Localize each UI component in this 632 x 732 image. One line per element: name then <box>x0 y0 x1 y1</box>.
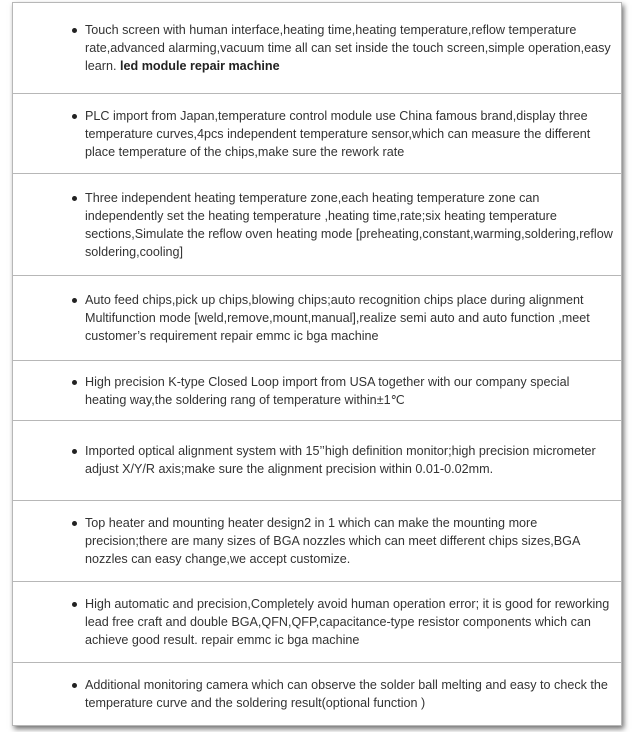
feature-cell <box>13 94 622 174</box>
bullet-icon <box>72 196 77 201</box>
feature-row <box>13 662 622 725</box>
feature-cell <box>13 662 622 725</box>
feature-row <box>13 420 622 500</box>
feature-row <box>13 361 622 420</box>
feature-row <box>13 3 622 94</box>
bullet-icon <box>72 521 77 526</box>
bullet-icon <box>72 449 77 454</box>
feature-item <box>13 442 621 478</box>
bullet-icon <box>72 602 77 607</box>
feature-text: Auto feed chips,pick up chips,blowing chips;auto recognition chips place during alignment Multifunction mode [weld,remove,mount,manual],realize semi auto and auto function ,meet customer’s requirement repair emmc ic bga machine <box>85 293 590 344</box>
feature-text: Imported optical alignment system with 15’’high definition monitor;high precision micrometer adjust X/Y/R axis;make sure the alignment precision within 0.01-0.02mm. <box>85 444 596 477</box>
bullet-icon <box>72 28 77 33</box>
feature-cell <box>13 581 622 662</box>
feature-cell <box>13 174 622 276</box>
feature-text: Three independent heating temperature zone,each heating temperature zone can independently set the heating temperature ,heating time,rate;six heating temperature sections,Simulate the reflow oven heating mode [preheating,constant,warming,soldering,reflow soldering,cooling] <box>85 190 613 259</box>
feature-cell <box>13 3 622 94</box>
feature-text: Additional monitoring camera which can observe the solder ball melting and easy to check the temperature curve and the soldering result(optional function ) <box>85 677 608 710</box>
feature-row <box>13 581 622 662</box>
feature-item <box>13 189 621 261</box>
feature-row <box>13 276 622 361</box>
feature-row <box>13 174 622 276</box>
bullet-icon <box>72 114 77 119</box>
feature-cell <box>13 276 622 361</box>
feature-item <box>13 373 621 409</box>
feature-item <box>13 21 621 75</box>
feature-table <box>12 2 622 726</box>
feature-emphasis: led module repair machine <box>120 59 280 74</box>
feature-text: PLC import from Japan,temperature control module use China famous brand,display three temperature curves,4pcs independent temperature sensor,which can measure the different place temperature of the chips,make sure the rework rate <box>85 108 591 159</box>
feature-item <box>13 107 621 161</box>
feature-item <box>13 676 621 712</box>
feature-text: Touch screen with human interface,heating time,heating temperature,reflow temperature rate,advanced alarming,vacuum time all can set inside the touch screen,simple operation,easy learn. <box>85 23 611 74</box>
feature-text: Top heater and mounting heater design2 in 1 which can make the mounting more precision;there are many sizes of BGA nozzles which can meet different chips sizes,BGA nozzles can easy change,we accept customize. <box>85 515 580 566</box>
feature-text: High precision K-type Closed Loop import from USA together with our company special heating way,the soldering rang of temperature within±1℃ <box>85 374 570 407</box>
bullet-icon <box>72 380 77 385</box>
feature-text: High automatic and precision,Completely avoid human operation error; it is good for reworking lead free craft and double BGA,QFN,QFP,capacitance-type resistor components which can achieve good result. repair emmc ic bga machine <box>85 596 610 647</box>
feature-item <box>13 291 621 345</box>
feature-cell <box>13 420 622 500</box>
bullet-icon <box>72 298 77 303</box>
feature-item <box>13 514 621 568</box>
feature-cell <box>13 500 622 581</box>
feature-row <box>13 500 622 581</box>
feature-cell <box>13 361 622 420</box>
bullet-icon <box>72 683 77 688</box>
feature-item <box>13 595 621 649</box>
feature-row <box>13 94 622 174</box>
